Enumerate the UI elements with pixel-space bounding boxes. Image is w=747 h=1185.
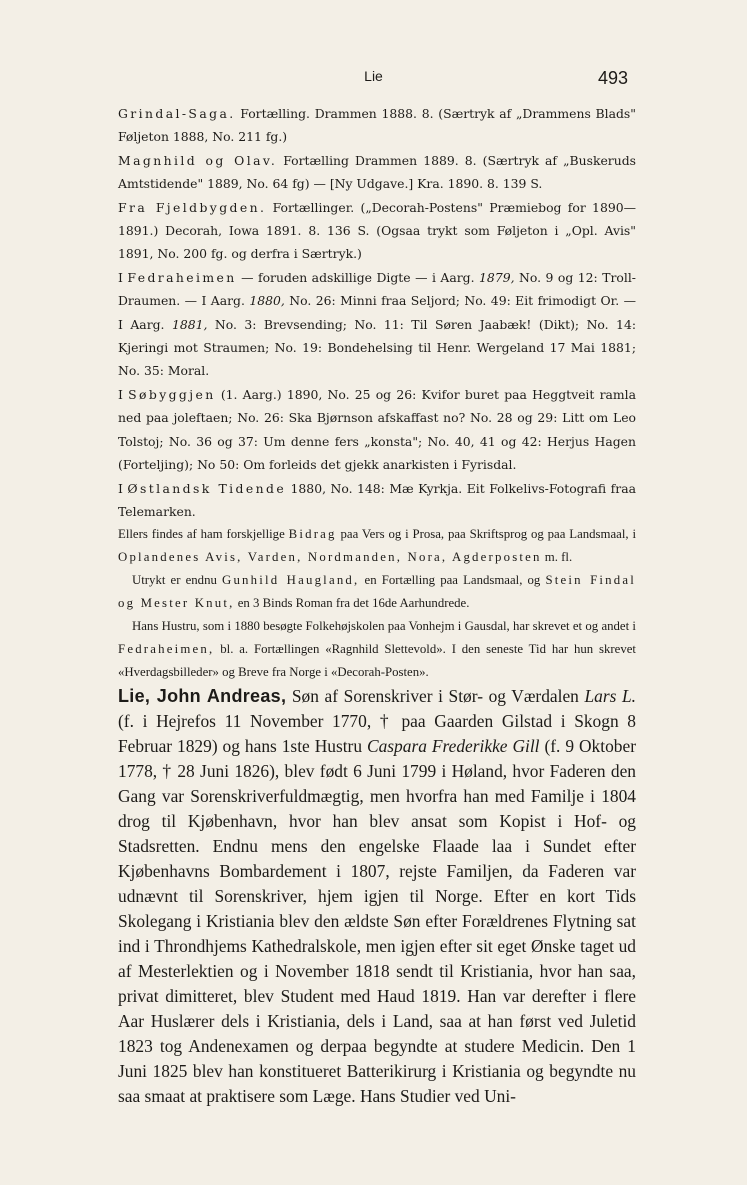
periodical-title: Søbyggjen xyxy=(128,386,216,402)
periodical-title: Fedraheimen xyxy=(127,269,237,285)
entry-lead: I xyxy=(118,480,128,496)
spaced-term: Bidrag xyxy=(288,527,337,542)
note-paragraph xyxy=(118,569,636,615)
bio-text: (f. i Hejrefos 11 November 1770, † paa Gaarden Gilstad i Skogn 8 Februar 1829) og hans 1ste Hustru xyxy=(118,711,636,756)
spaced-term: Gunhild Haugland, xyxy=(222,573,360,588)
note-text: en Fortælling paa Landsmaal, og xyxy=(359,573,546,588)
note-text: Ellers findes af ham forskjellige xyxy=(118,527,289,542)
entry-lead: I xyxy=(118,386,129,402)
year: 1879, xyxy=(479,269,515,285)
running-head xyxy=(0,66,747,90)
note-text: bl. a. Fortællingen «Ragnhild Slettevold». I den seneste Tid har hun skrevet «Hverdagsbilleder» og Breve fra Norge i «Decorah-Posten». xyxy=(118,642,636,680)
entry-text: 1880, No. 148: Mæ Kyrkja. Eit Folkelivs-Fotografi fraa Telemarken. xyxy=(118,480,636,519)
year: 1880, xyxy=(249,293,285,309)
entry-text: No. 9 og 12: Troll-Draumen. — I Aarg. xyxy=(118,269,636,309)
entry-text: Fortællinger. („Decorah-Postens" Præmiebog for 1890—1891.) Decorah, Iowa 1891. 8. 136 S. (Ogsaa trykt som Føljeton i „Opl. Avis" 1891, No. 200 fg. og derfra i Særtryk.) xyxy=(118,199,636,262)
entry-text: — foruden adskillige Digte — i Aarg. xyxy=(236,269,480,285)
bibliography-section xyxy=(118,102,636,684)
entry-text: No. 3: Brevsending; No. 11: Til Søren Jaabæk! (Dikt); No. 14: Kjeringi mot Straumen; No. 19: Bondehelsing til Henr. Wergeland 17 Mai 1881; No. 35: Moral. xyxy=(118,316,636,379)
note-text: paa Vers og i Prosa, paa Skriftsprog og paa Landsmaal, i xyxy=(336,527,636,542)
spaced-term: Fedraheimen, xyxy=(118,642,215,657)
page-number: 493 xyxy=(597,68,628,88)
bibliography-entry xyxy=(118,102,636,149)
periodical-title: Østlandsk Tidende xyxy=(127,480,287,496)
bibliography-entry xyxy=(118,196,636,266)
note-text: Utrykt er endnu xyxy=(132,573,222,588)
note-paragraph xyxy=(118,615,636,684)
note-text: m. fl. xyxy=(541,550,573,565)
note-text: Hans Hustru, som i 1880 besøgte Folkehøjskolen paa Vonhejm i Gausdal, har skrevet et og andet i xyxy=(132,619,636,634)
entry-text: No. 26: Minni fraa Seljord; No. 49: Eit frimodigt Or. — I Aarg. xyxy=(118,293,636,332)
bibliography-entry xyxy=(118,149,636,196)
spaced-term: Stein Findal og Mester Knut, xyxy=(118,573,636,611)
work-title: Fra Fjeldbygden. xyxy=(118,199,267,215)
father-name: Lars L. xyxy=(584,686,637,706)
bibliography-entry xyxy=(118,266,636,383)
entry-lead: I xyxy=(118,269,128,285)
entry-text: Fortælling Drammen 1889. 8. (Særtryk af „Buskeruds Amtstidende" 1889, No. 64 fg) — [Ny Udgave.] Kra. 1890. 8. 139 S. xyxy=(118,152,636,192)
running-title: Lie xyxy=(364,68,383,84)
mother-name: Caspara Frederikke Gill xyxy=(367,736,540,756)
work-title: Grindal-Saga. xyxy=(118,106,236,121)
biography-entry xyxy=(118,684,636,1109)
bibliography-entry xyxy=(118,477,636,524)
note-paragraph xyxy=(118,523,636,569)
bibliography-entry xyxy=(118,383,636,477)
note-text: en 3 Binds Roman fra det 16de Aarhundrede. xyxy=(234,596,470,611)
biography-paragraph xyxy=(118,684,636,1109)
year: 1881, xyxy=(171,316,208,332)
entry-text: (1. Aarg.) 1890, No. 25 og 26: Kvifor buret paa Heggtveit ramla ned paa joleftaen; No. 26: Ska Bjørnson afskaffast no? No. 28 og 29: Litt om Leo Tolstoj; No. 36 og 37: Um denne fers „konsta"; No. 40, 41 og 42: Herjus Hagen (Forteljing); No 50: Om forleids det gjekk anarkisten i Fyrisdal. xyxy=(118,386,636,473)
bio-text: Søn af Sorenskriver i Stør- og Værdalen xyxy=(286,686,585,706)
entry-text: Fortælling. Drammen 1888. 8. (Særtryk af „Drammens Blads" Føljeton 1888, No. 211 fg.) xyxy=(118,106,636,145)
spaced-term: Oplandenes Avis, Varden, Nordmanden, Nora, Agderposten xyxy=(118,550,542,565)
work-title: Magnhild og Olav. xyxy=(118,152,278,168)
bio-text: (f. 9 Oktober 1778, † 28 Juni 1826), blev født 6 Juni 1799 i Høland, hvor Faderen den Gang var Sorenskriverfuldmægtig, men hvorfra han med Familje i 1804 drog til Kjøbenhavn, hvor han blev ansat som Kopist i Hof- og Stadsretten. Endnu mens den engelske Flaade laa i Sundet efter Kjøbenhavns Bombardement i 1807, rejste Familjen, da Faderen var udnævnt til Sorenskriver, hjem igjen til Norge. Efter en kort Tids Skolegang i Kristiania blev den ældste Søn efter Forældrenes Flytning sat ind i Throndhjems Kathedralskole, men igjen efter sit eget Ønske taget ud af Mesterlektien og i November 1818 sendt til Kristiania, hvor han saa, privat dimitteret, blev Student med Haud 1819. Han var derefter i flere Aar Huslærer dels i Kristiania, dels i Land, saa at han først ved Juletid 1823 tog Andenexamen og derpaa begyndte at studere Medicin. Den 1 Juni 1825 blev han konstitueret Batterikirurg i Kristiania og begyndte nu saa smaat at praktisere som Læge. Hans Studier ved Uni- xyxy=(118,736,636,1106)
entry-name: Lie, John Andreas, xyxy=(118,686,287,706)
